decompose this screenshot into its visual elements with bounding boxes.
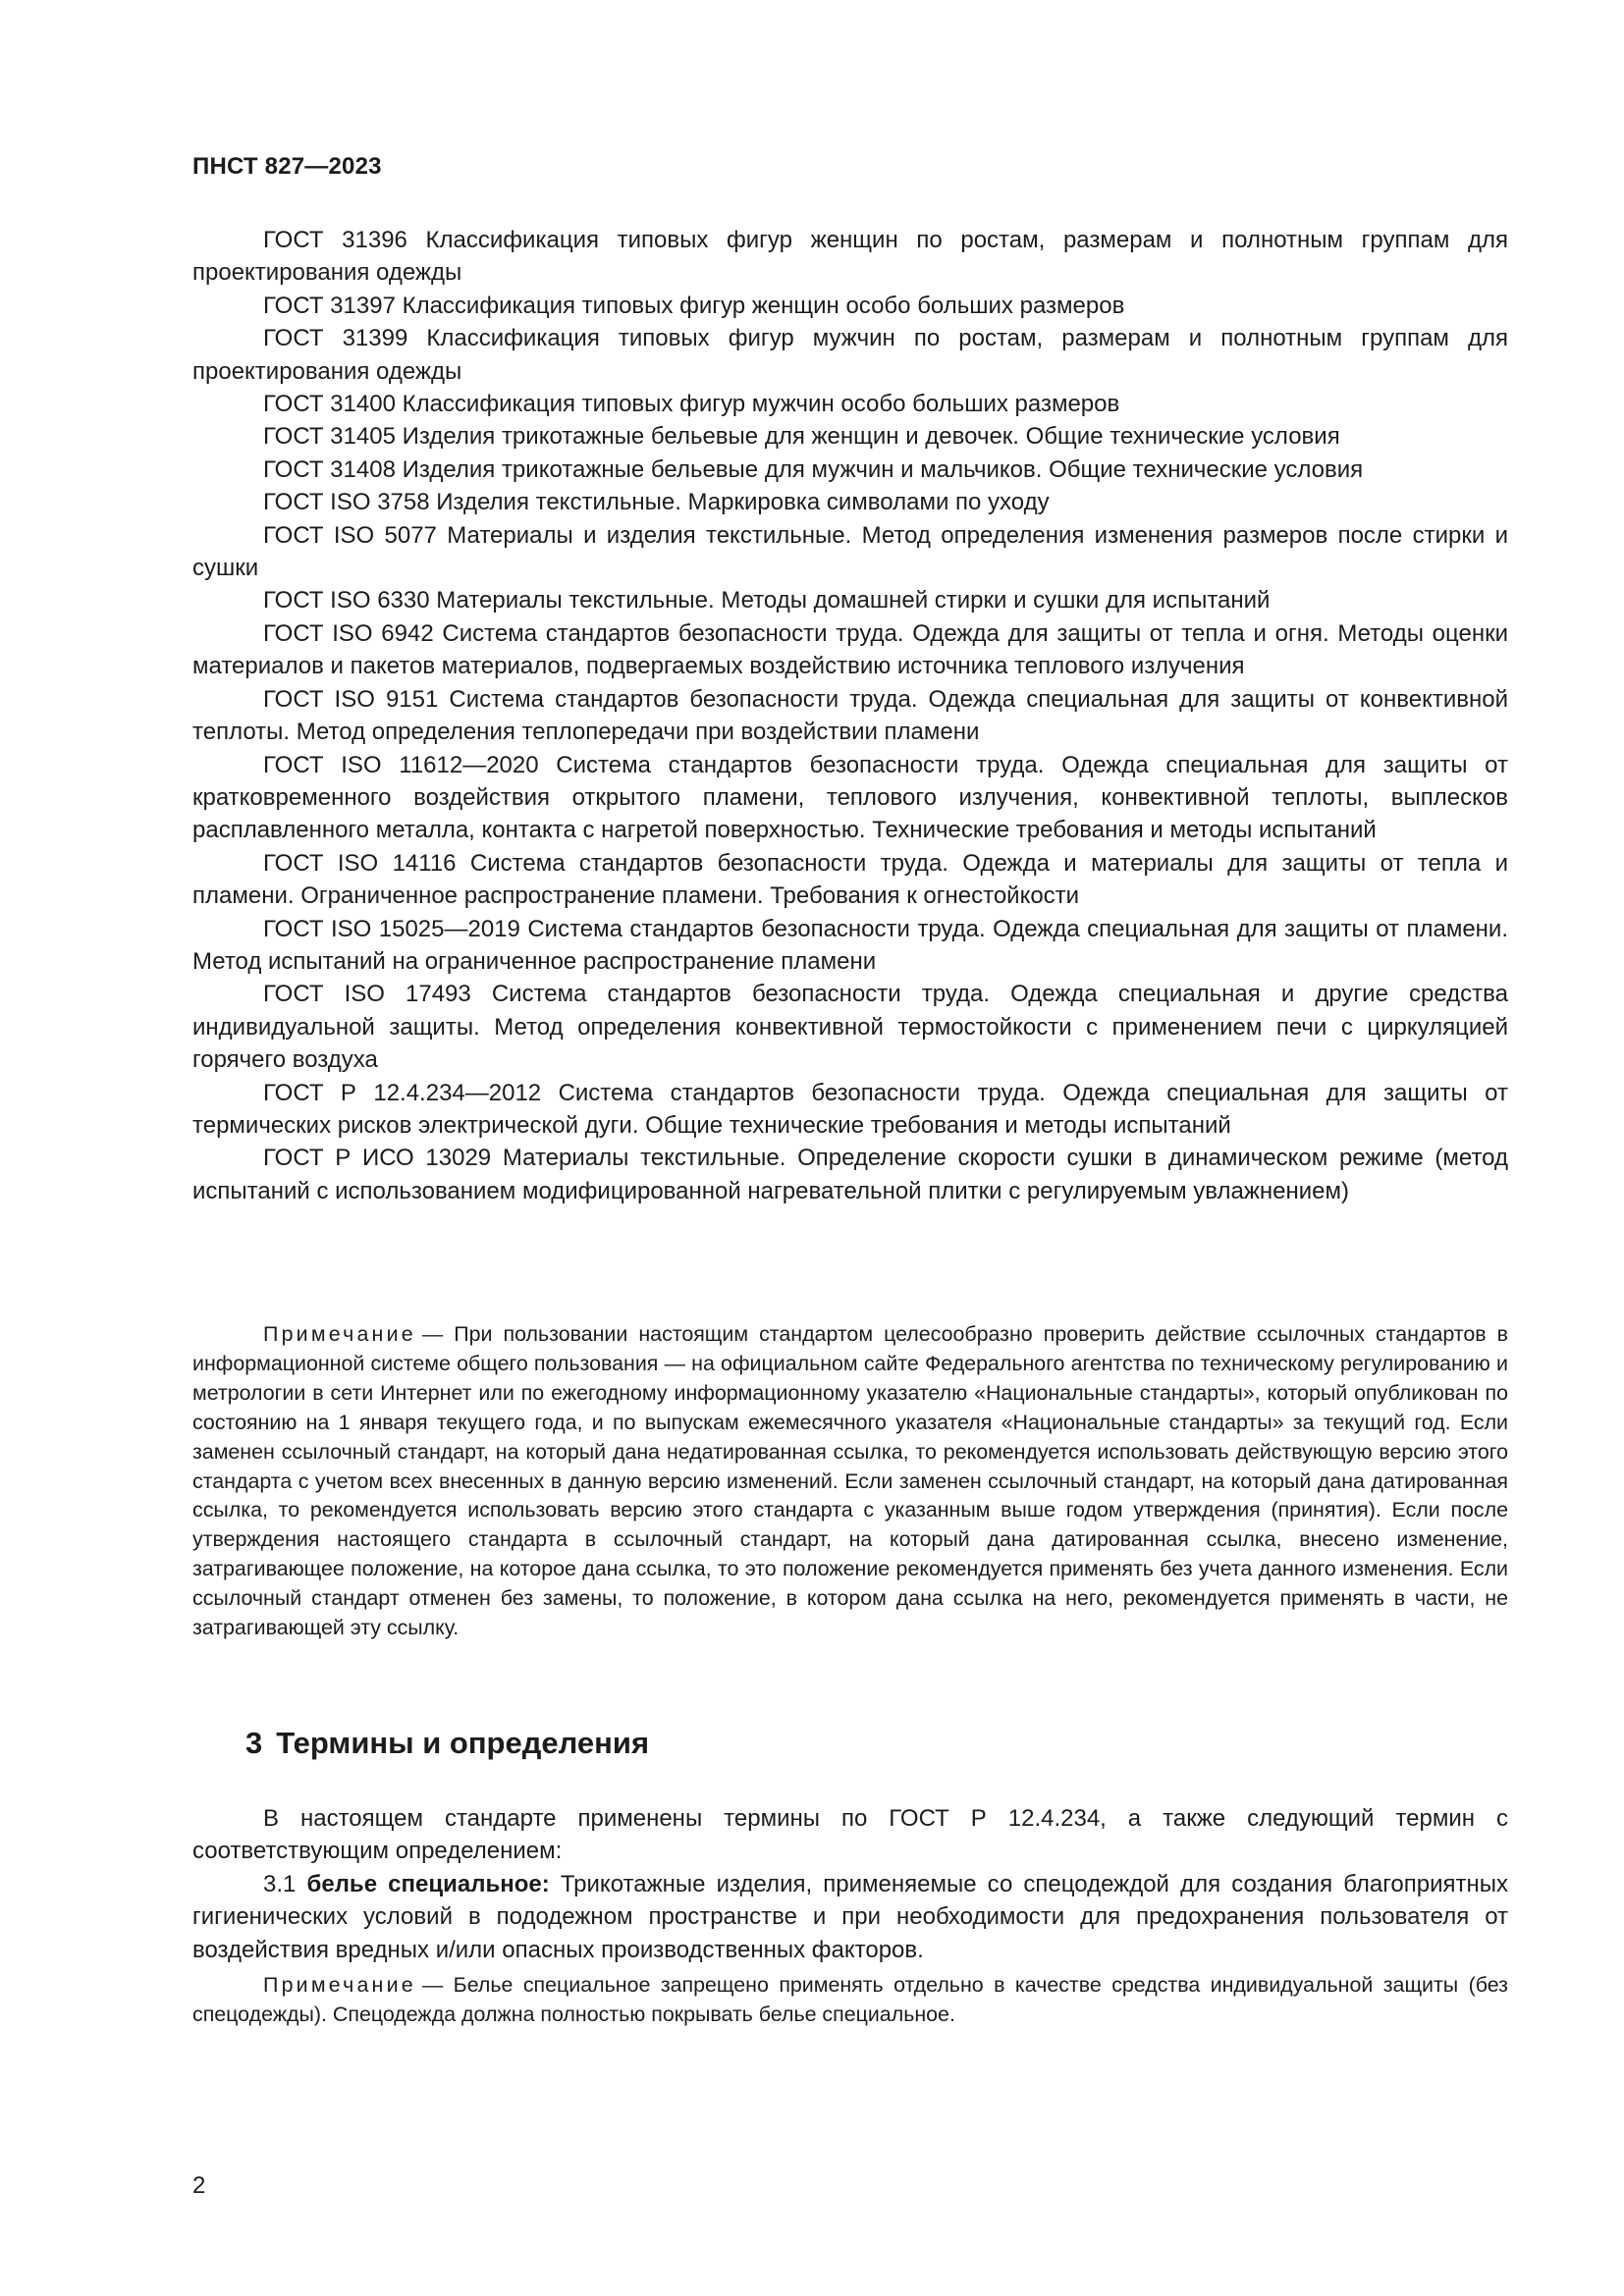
terms-section-body	[192, 1802, 1508, 1966]
reference-item: ГОСТ 31397 Классификация типовых фигур женщин особо больших размеров	[263, 292, 1125, 319]
reference-item: ГОСТ ISO 17493 Система стандартов безопасности труда. Одежда специальная и другие средства индивидуальной защиты. Метод определения конвективной термостойкости с применением печи с циркуляцией горячего воздуха	[192, 981, 1508, 1074]
reference-note	[192, 1320, 1508, 1643]
section-number: 3	[245, 1726, 263, 1760]
term-note	[192, 1971, 1508, 2030]
document-code: ПНСТ 827—2023	[192, 153, 382, 180]
reference-item: ГОСТ ISO 9151 Система стандартов безопасности труда. Одежда специальная для защиты от конвективной теплоты. Метод определения теплопередачи при воздействии пламени	[192, 685, 1508, 746]
reference-item: ГОСТ 31405 Изделия трикотажные бельевые для женщин и девочек. Общие технические условия	[263, 423, 1340, 451]
term-number: 3.1	[263, 1870, 297, 1897]
reference-item: ГОСТ Р ИСО 13029 Материалы текстильные. Определение скорости сушки в динамическом режиме (метод испытаний с использованием модифицированной нагревательной плитки с регулируемым увлажнением)	[192, 1145, 1508, 1204]
reference-item: ГОСТ ISO 6330 Материалы текстильные. Методы домашней стирки и сушки для испытаний	[263, 587, 1271, 614]
reference-item: ГОСТ ISO 14116 Система стандартов безопасности труда. Одежда и материалы для защиты от тепла и пламени. Ограниченное распространение пламени. Требования к огнестойкости	[192, 849, 1508, 910]
note-text: — Белье специальное запрещено применять отдельно в качестве средства индивидуальной защиты (без спецодежды). Спецодежда должна полностью покрывать белье специальное.	[192, 1973, 1508, 2026]
term-name: белье специальное:	[306, 1870, 550, 1897]
page-number: 2	[192, 2172, 206, 2199]
note-text: — При пользовании настоящим стандартом целесообразно проверить действие ссылочных стандартов в информационной системе общего пользования — на официальном сайте Федерального агентства по техническому регулированию и метрологии в сети Интернет или по ежегодному информационному указателю «Национальные стандарты», который опубликован по состоянию на 1 января текущего года, и по выпускам ежемесячного указателя «Национальные стандарты» за текущий год. Если заменен ссылочный стандарт, на который дана недатированная ссылка, то рекомендуется использовать действующую версию этого стандарта с учетом всех внесенных в данную версию изменений. Если заменен ссылочный стандарт, на который дана датированная ссылка, то рекомендуется использовать версию этого стандарта с указанным выше годом утверждения (принятия). Если после утверждения настоящего стандарта в ссылочный стандарт, на который дана датированная ссылка, внесено изменение, затрагивающее положение, на которое дана ссылка, то это положение рекомендуется применять без учета данного изменения. Если ссылочный стандарт отменен без замены, то положение, в котором дана ссылка на него, рекомендуется применять в части, не затрагивающей эту ссылку.	[192, 1322, 1508, 1640]
reference-item: ГОСТ 31399 Классификация типовых фигур мужчин по ростам, размерам и полнотным группам для проектирования одежды	[192, 325, 1508, 385]
section-title: Термины и определения	[276, 1726, 650, 1760]
reference-item: ГОСТ 31400 Классификация типовых фигур мужчин особо больших размеров	[263, 391, 1120, 418]
term-text: Трикотажные изделия, применяемые со спецодеждой для создания благоприятных гигиенических условий в пододежном пространстве и при необходимости для предохранения пользователя от воздействия вредных и/или опасных производственных факторов.	[192, 1870, 1509, 1963]
reference-item: ГОСТ 31408 Изделия трикотажные бельевые для мужчин и мальчиков. Общие технические условия	[263, 455, 1364, 483]
reference-item: ГОСТ ISO 6942 Система стандартов безопасности труда. Одежда для защиты от тепла и огня. Методы оценки материалов и пакетов материалов, подвергаемых воздействию источника теплового излучения	[192, 619, 1508, 680]
normative-references-list	[192, 224, 1508, 1207]
note-label: Примечание	[263, 1322, 416, 1346]
reference-item: ГОСТ ISO 5077 Материалы и изделия текстильные. Метод определения изменения размеров после стирки и сушки	[192, 521, 1508, 582]
section-intro: В настоящем стандарте применены термины по ГОСТ Р 12.4.234, а также следующий термин с соответствующим определением:	[192, 1805, 1508, 1865]
section-heading	[245, 1726, 649, 1761]
reference-item: ГОСТ Р 12.4.234—2012 Система стандартов безопасности труда. Одежда специальная для защиты от термических рисков электрической дуги. Общие технические требования и методы испытаний	[192, 1079, 1508, 1139]
term-definition	[192, 1868, 1508, 1966]
reference-item: ГОСТ ISO 15025—2019 Система стандартов безопасности труда. Одежда специальная для защиты от пламени. Метод испытаний на ограниченное распространение пламени	[192, 915, 1508, 975]
reference-item: ГОСТ ISO 11612—2020 Система стандартов безопасности труда. Одежда специальная для защиты от кратковременного воздействия открытого пламени, теплового излучения, конвективной теплоты, выплесков расплавленного металла, контакта с нагретой поверхностью. Технические требования и методы испытаний	[192, 751, 1508, 844]
reference-item: ГОСТ 31396 Классификация типовых фигур женщин по ростам, размерам и полнотным группам для проектирования одежды	[192, 227, 1508, 287]
reference-item: ГОСТ ISO 3758 Изделия текстильные. Маркировка символами по уходу	[263, 489, 1050, 516]
note-label: Примечание	[263, 1973, 416, 1997]
